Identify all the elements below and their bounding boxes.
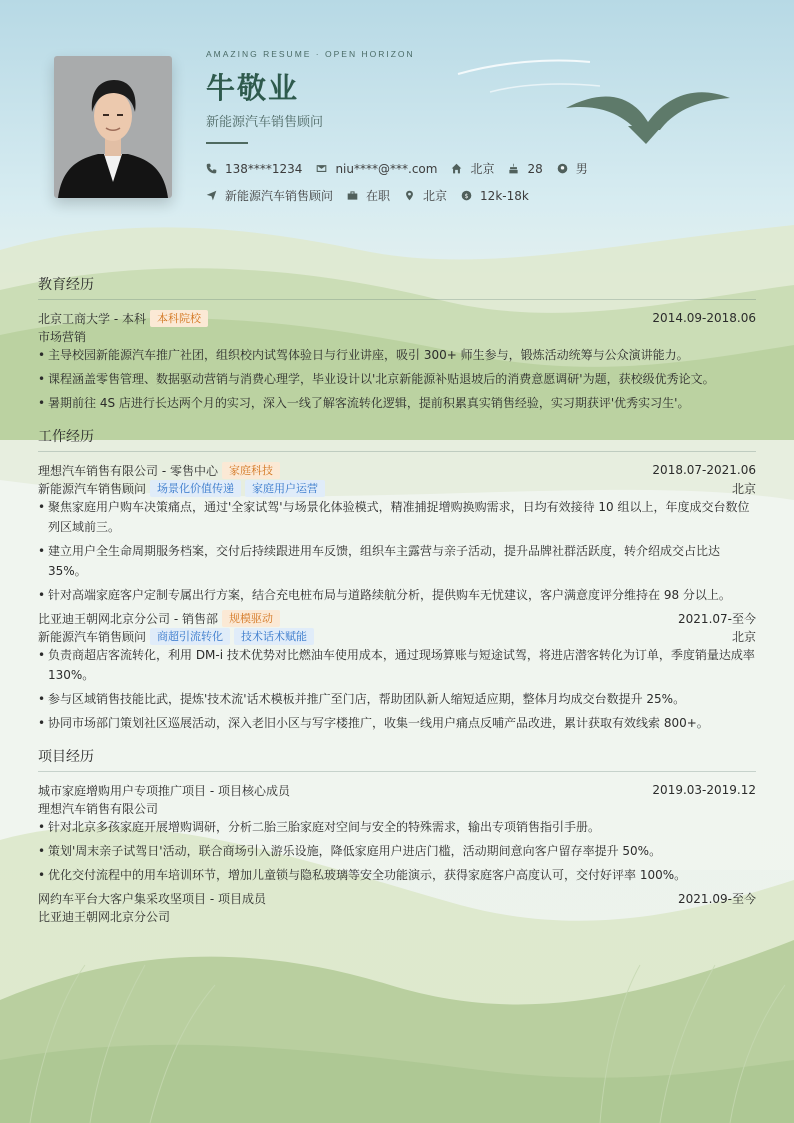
skill-tag: 家庭用户运营 [245,480,325,497]
candidate-name: 牛敬业 [206,71,300,105]
project-section [38,746,756,925]
job-status-info: 在职 [347,187,390,204]
list-item: • 主导校园新能源汽车推广社团，组织校内试驾体验日与行业讲座，吸引 300+ 师生参与，锻炼活动统筹与公众演讲能力。 [38,345,756,365]
send-icon [206,190,217,201]
work-bullets [38,645,756,733]
svg-text:$: $ [464,192,469,200]
job-title: 新能源汽车销售顾问 [206,115,324,130]
job-intention-row [206,187,543,204]
resume-tagline: AMAZING RESUME · OPEN HORIZON [206,49,415,59]
section-title-work: 工作经历 [38,426,756,452]
project-date: 2021.09-至今 [678,891,756,906]
list-item: • 策划'周末亲子试驾日'活动，联合商场引入游乐设施，降低家庭用户进店门槛，活动期间意向客户留存率提升 50%。 [38,841,756,861]
home-info: 北京 [451,160,494,177]
location-pin-icon [404,190,415,201]
skill-tag: 商超引流转化 [150,628,230,645]
home-icon [451,163,462,174]
target-job-info: 新能源汽车销售顾问 [206,187,333,204]
list-item: • 优化交付流程中的用车培训环节，增加儿童锁与隐私玻璃等安全功能演示，获得家庭客户高度认可，交付好评率 100%。 [38,865,756,885]
work-date: 2018.07-2021.06 [652,463,756,477]
section-title-education: 教育经历 [38,274,756,300]
project-org: 理想汽车销售有限公司 [38,801,159,816]
project-org-row [38,799,756,817]
company-name: 理想汽车销售有限公司 - 零售中心 [38,463,218,478]
mail-icon [316,163,327,174]
company-name: 比亚迪王朝网北京分公司 - 销售部 [38,611,218,626]
project-entry-header [38,889,756,907]
skill-tag: 场景化价值传递 [150,480,241,497]
list-item: • 聚焦家庭用户购车决策痛点，通过'全家试驾'与场景化体验模式，精准捕捉增购换购需求，日均有效接待 10 组以上，年度成交台数位列区域前三。 [38,497,756,537]
salary-icon [461,190,472,201]
phone-icon [206,163,217,174]
project-org: 比亚迪王朝网北京分公司 [38,909,171,924]
salary-info: $ 12k-18k [461,189,529,203]
work-role-row [38,627,756,645]
list-item: • 暑期前往 4S 店进行长达两个月的实习，深入一线了解客流转化逻辑，提前积累真实销售经验，实习期获评'优秀实习生'。 [38,393,756,413]
phone-info: 138****1234 [206,162,302,176]
list-item: • 建立用户全生命周期服务档案，交付后持续跟进用车反馈，组织车主露营与亲子活动，提升品牌社群活跃度，转介绍成交占比达 35%。 [38,541,756,581]
project-bullets [38,817,756,885]
work-role-row [38,479,756,497]
major: 市场营销 [38,329,87,344]
work-section [38,426,756,737]
skill-tag: 技术话术赋能 [234,628,314,645]
project-name: 网约车平台大客户集采攻坚项目 - 项目成员 [38,891,266,906]
major-row [38,327,756,345]
role-name: 新能源汽车销售顾问 [38,629,147,644]
work-entry-header [38,461,756,479]
company-tag: 规模驱动 [222,610,280,627]
project-date: 2019.03-2019.12 [652,783,756,797]
age-info: 28 [508,162,542,176]
education-date: 2014.09-2018.06 [652,311,756,325]
education-section [38,274,756,417]
gender-info: 男 [557,160,588,177]
role-name: 新能源汽车销售顾问 [38,481,147,496]
work-entry-header [38,609,756,627]
list-item: • 负责商超店客流转化，利用 DM-i 技术优势对比燃油车使用成本，通过现场算账与短途试驾，将进店潜客转化为订单，季度销量达成率 130%。 [38,645,756,685]
work-date: 2021.07-至今 [678,611,756,626]
list-item: • 针对北京多孩家庭开展增购调研，分析二胎三胎家庭对空间与安全的特殊需求，输出专项销售指引手册。 [38,817,756,837]
gender-icon [557,163,568,174]
work-bullets [38,497,756,605]
list-item: • 课程涵盖零售管理、数据驱动营销与消费心理学，毕业设计以'北京新能源补贴退坡后的消费意愿调研'为题，获校级优秀论文。 [38,369,756,389]
education-bullets [38,345,756,413]
project-org-row [38,907,756,925]
target-city-info: 北京 [404,187,447,204]
education-entry-header [38,309,756,327]
title-underline [206,142,248,144]
school-tag: 本科院校 [150,310,208,327]
list-item: • 参与区域销售技能比武，提炼'技术流'话术模板并推广至门店，帮助团队新人缩短适应期，整体月均成交台数提升 25%。 [38,689,756,709]
email-info: niu****@***.com [316,162,437,176]
list-item: • 协同市场部门策划社区巡展活动，深入老旧小区与写字楼推广，收集一线用户痛点反哺产品改进，累计获取有效线索 800+。 [38,713,756,733]
profile-photo [54,56,172,198]
project-entry-header [38,781,756,799]
contact-info-row [206,160,602,177]
company-tag: 家庭科技 [222,462,280,479]
section-title-projects: 项目经历 [38,746,756,772]
list-item: • 针对高端家庭客户定制专属出行方案，结合充电桩布局与道路续航分析，提供购车无忧建议，客户满意度评分维持在 98 分以上。 [38,585,756,605]
cake-icon [508,163,519,174]
school-name: 北京工商大学 - 本科 [38,311,146,326]
status-icon [347,190,358,201]
work-location: 北京 [731,629,756,644]
work-location: 北京 [731,481,756,496]
project-name: 城市家庭增购用户专项推广项目 - 项目核心成员 [38,783,290,798]
